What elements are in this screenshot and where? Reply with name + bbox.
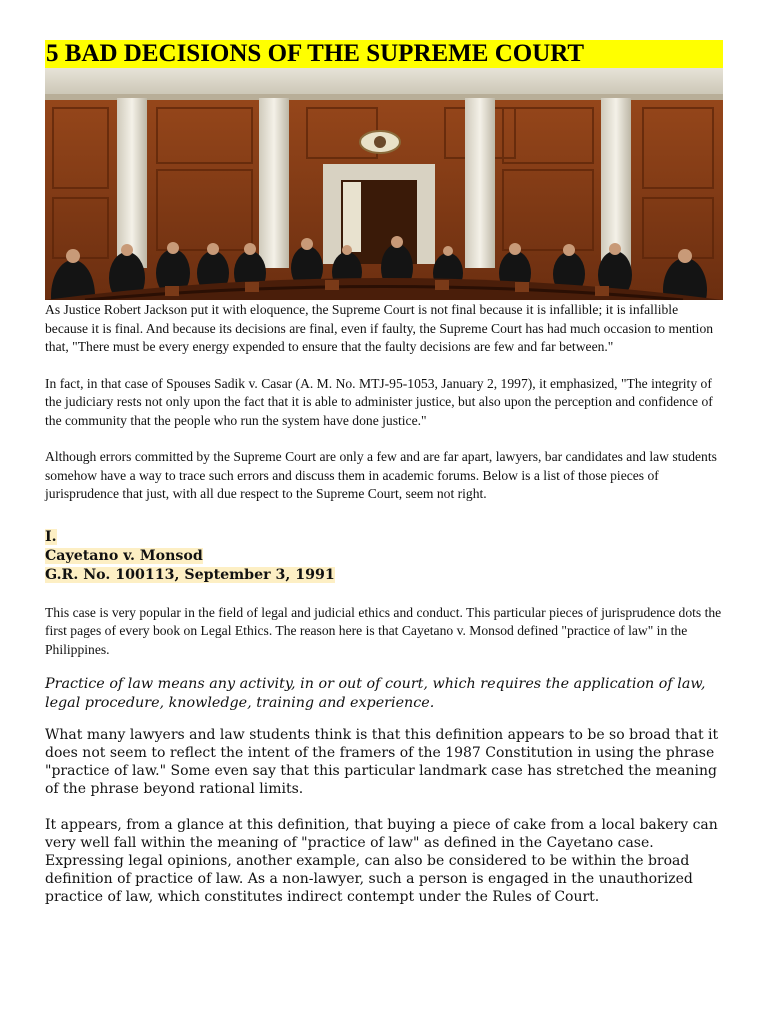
- discussion-paragraph-2: It appears, from a glance at this definition, that buying a piece of cake from a local bakery can very well fall within the meaning of "practice of law" as defined in the Cayetano case. Expressing legal opinions, another example, can also be considered to be within the broad definition of practice of law. As a non-lawyer, such a person is engaged in the unauthorized practice of law, which constitutes indirect contempt under the Rules of Court.: [45, 817, 718, 905]
- discussion-paragraph-1: What many lawyers and law students think is that this definition appears to be so broad that it does not seem to reflect the intent of the framers of the 1987 Constitution in using the phrase "practice of law." Some even say that this particular landmark case has stretched the meaning of the phrase beyond rational limits.: [45, 727, 719, 797]
- case-number: I.: [45, 528, 57, 545]
- article-title: 5 BAD DECISIONS OF THE SUPREME COURT: [45, 40, 723, 68]
- definition-quote: Practice of law means any activity, in or out of court, which requires the application of law, legal procedure, knowledge, training and experience.: [45, 676, 706, 711]
- supreme-court-session-photo: [45, 68, 723, 300]
- intro-paragraph-2: In fact, in that case of Spouses Sadik v. Casar (A. M. No. MTJ-95-1053, January 2, 1997), it emphasized, "The integrity of the judiciary rests not only upon the fact that it is able to administer justice, but also upon the perception and confidence of the community that the people who run the system have done justice.": [45, 375, 713, 428]
- case-name: Cayetano v. Monsod: [45, 547, 203, 564]
- intro-paragraph-1: As Justice Robert Jackson put it with eloquence, the Supreme Court is not final because it is infallible; it is infallible because it is final. And because its decisions are final, even if faulty, the Supreme Court has had much occasion to mention that, "There must be every energy expended to ensure that the faulty decisions are few and far between.": [45, 302, 714, 354]
- intro-paragraph-3: Although errors committed by the Supreme Court are only a few and are far apart, lawyers, bar candidates and law students somehow have a way to trace such errors and discuss them in academic forums. Below is a list of those pieces of jurisprudence that just, with all due respect to the Supreme Court, seem not right.: [45, 449, 717, 501]
- case-heading: [45, 528, 723, 585]
- case-citation: G.R. No. 100113, September 3, 1991: [45, 566, 335, 583]
- article: [45, 40, 723, 906]
- case-intro-paragraph: This case is very popular in the field of legal and judicial ethics and conduct. This particular pieces of jurisprudence dots the first pages of every book on Legal Ethics. The reason here is that Cayetano v. Monsod defined "practice of law" in the Philippines.: [45, 604, 722, 657]
